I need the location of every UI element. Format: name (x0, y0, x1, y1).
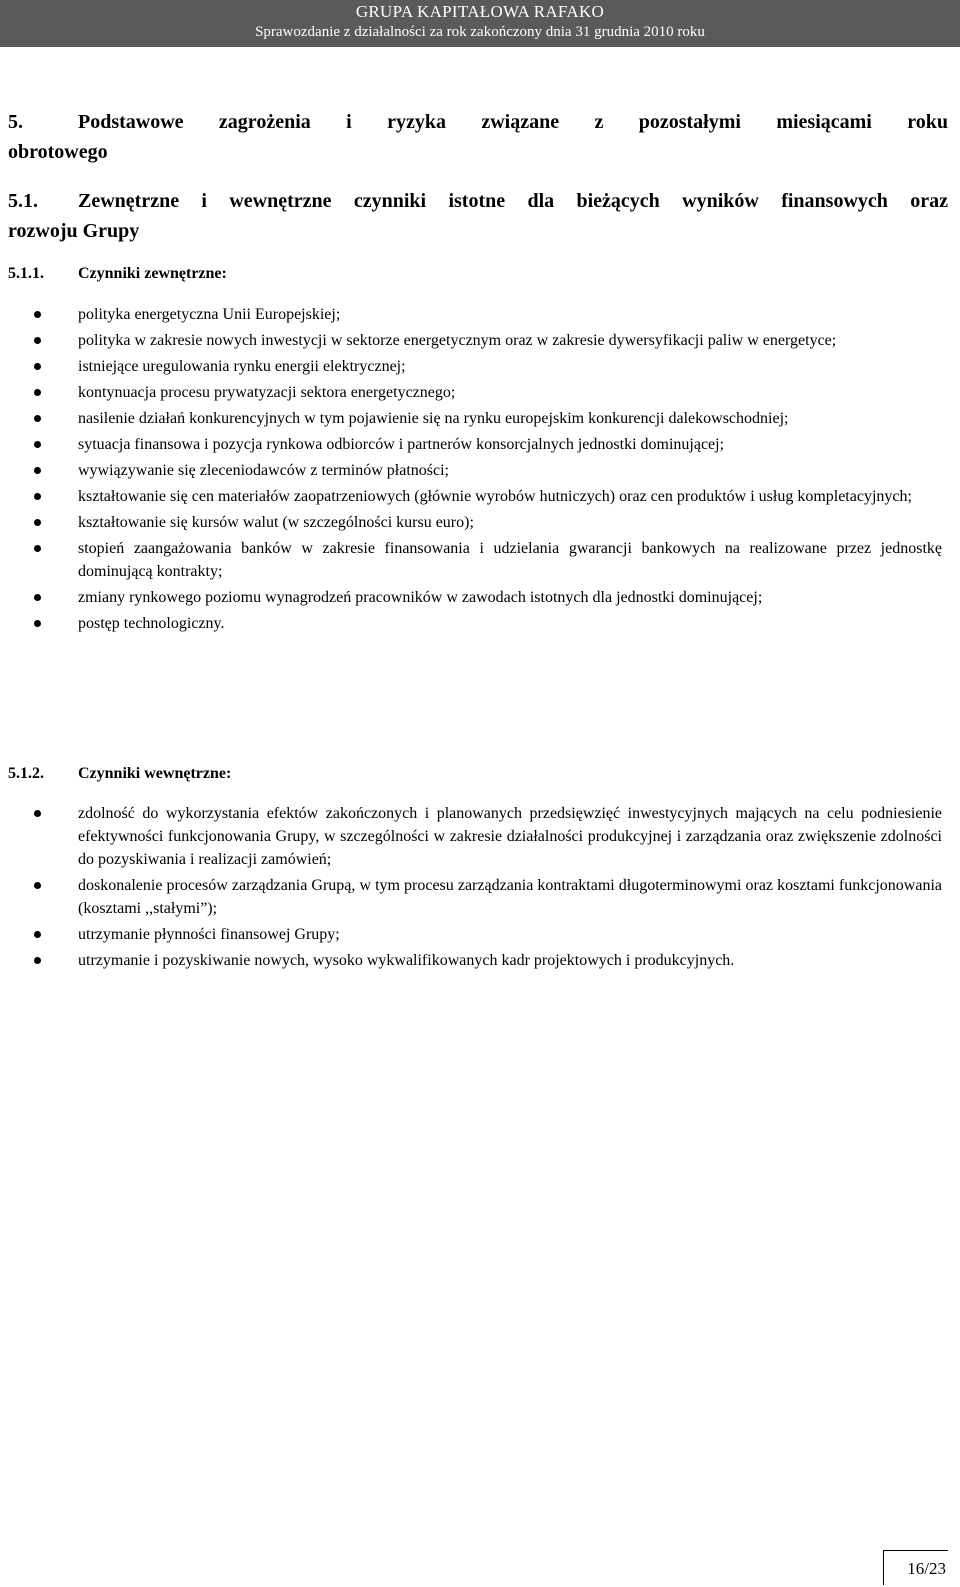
internal-factors-list (0, 802, 942, 975)
bullet-icon (34, 594, 41, 601)
section-5-1-heading (8, 186, 948, 246)
report-subtitle: Sprawozdanie z działalności za rok zakończony dnia 31 grudnia 2010 roku (255, 24, 705, 40)
list-item: doskonalenie procesów zarządzania Grupą, w tym procesu zarządzania kontraktami długoterminowymi oraz kosztami funkcjonowania (kosztami ,,stałymi”); (0, 874, 942, 920)
bullet-icon (34, 363, 41, 370)
section-5-1-2-heading (8, 764, 231, 784)
list-item: stopień zaangażowania banków w zakresie finansowania i udzielania gwarancji bankowych na realizowane przez jednostkę dominującą kontrakty; (0, 537, 942, 583)
bullet-icon (34, 467, 41, 474)
section-title-line1: Zewnętrzne i wewnętrzne czynniki istotne dla bieżących wyników finansowych oraz (78, 190, 948, 212)
list-item: kształtowanie się kursów walut (w szczególności kursu euro); (0, 511, 942, 534)
bullet-icon (34, 415, 41, 422)
list-item: wywiązywanie się zleceniodawców z terminów płatności; (0, 459, 942, 482)
section-number: 5.1.1. (8, 265, 44, 282)
section-title-line2: rozwoju Grupy (8, 220, 140, 242)
list-item: kształtowanie się cen materiałów zaopatrzeniowych (głównie wyrobów hutniczych) oraz cen produktów i usług kompletacyjnych; (0, 485, 942, 508)
list-item: zmiany rynkowego poziomu wynagrodzeń pracowników w zawodach istotnych dla jednostki dominującej; (0, 586, 942, 609)
section-5-1-1-heading (8, 264, 227, 284)
list-item: postęp technologiczny. (0, 612, 942, 635)
list-item: sytuacja finansowa i pozycja rynkowa odbiorców i partnerów konsorcjalnych jednostki dominującej; (0, 433, 942, 456)
bullet-icon (34, 493, 41, 500)
bullet-icon (34, 882, 41, 889)
bullet-icon (34, 519, 41, 526)
company-name: GRUPA KAPITAŁOWA RAFAKO (355, 2, 605, 21)
section-number: 5. (8, 111, 23, 133)
list-item: utrzymanie i pozyskiwanie nowych, wysoko wykwalifikowanych kadr projektowych i produkcyjnych. (0, 949, 942, 972)
section-title: Czynniki wewnętrzne: (78, 765, 232, 782)
section-number: 5.1.2. (8, 765, 44, 782)
document-header (0, 0, 960, 47)
list-item: kontynuacja procesu prywatyzacji sektora energetycznego; (0, 381, 942, 404)
section-title-line1: Podstawowe zagrożenia i ryzyka związane z pozostałymi miesiącami roku (78, 111, 948, 133)
bullet-icon (34, 545, 41, 552)
page-number: 16/23 (883, 1550, 948, 1585)
bullet-icon (34, 931, 41, 938)
bullet-icon (34, 441, 41, 448)
bullet-icon (34, 620, 41, 627)
list-item: istniejące uregulowania rynku energii elektrycznej; (0, 355, 942, 378)
list-item: nasilenie działań konkurencyjnych w tym pojawienie się na rynku europejskim konkurencji dalekowschodniej; (0, 407, 942, 430)
bullet-icon (34, 389, 41, 396)
list-item: zdolność do wykorzystania efektów zakończonych i planowanych przedsięwzięć inwestycyjnych mających na celu podniesienie efektywności funkcjonowania Grupy, w szczególności w zakresie działalności produkcyjnej i zarządzania oraz zwiększenie zdolności do pozyskiwania i realizacji zamówień; (0, 802, 942, 871)
section-5-heading (8, 107, 948, 167)
bullet-icon (34, 810, 41, 817)
section-number: 5.1. (8, 190, 38, 212)
bullet-icon (34, 957, 41, 964)
list-item: polityka energetyczna Unii Europejskiej; (0, 303, 942, 326)
list-item: utrzymanie płynności finansowej Grupy; (0, 923, 942, 946)
bullet-icon (34, 337, 41, 344)
external-factors-list (0, 303, 942, 638)
bullet-icon (34, 311, 41, 318)
list-item: polityka w zakresie nowych inwestycji w sektorze energetycznym oraz w zakresie dywersyfikacji paliw w energetyce; (0, 329, 942, 352)
section-title: Czynniki zewnętrzne: (78, 265, 227, 282)
section-title-line2: obrotowego (8, 141, 108, 163)
